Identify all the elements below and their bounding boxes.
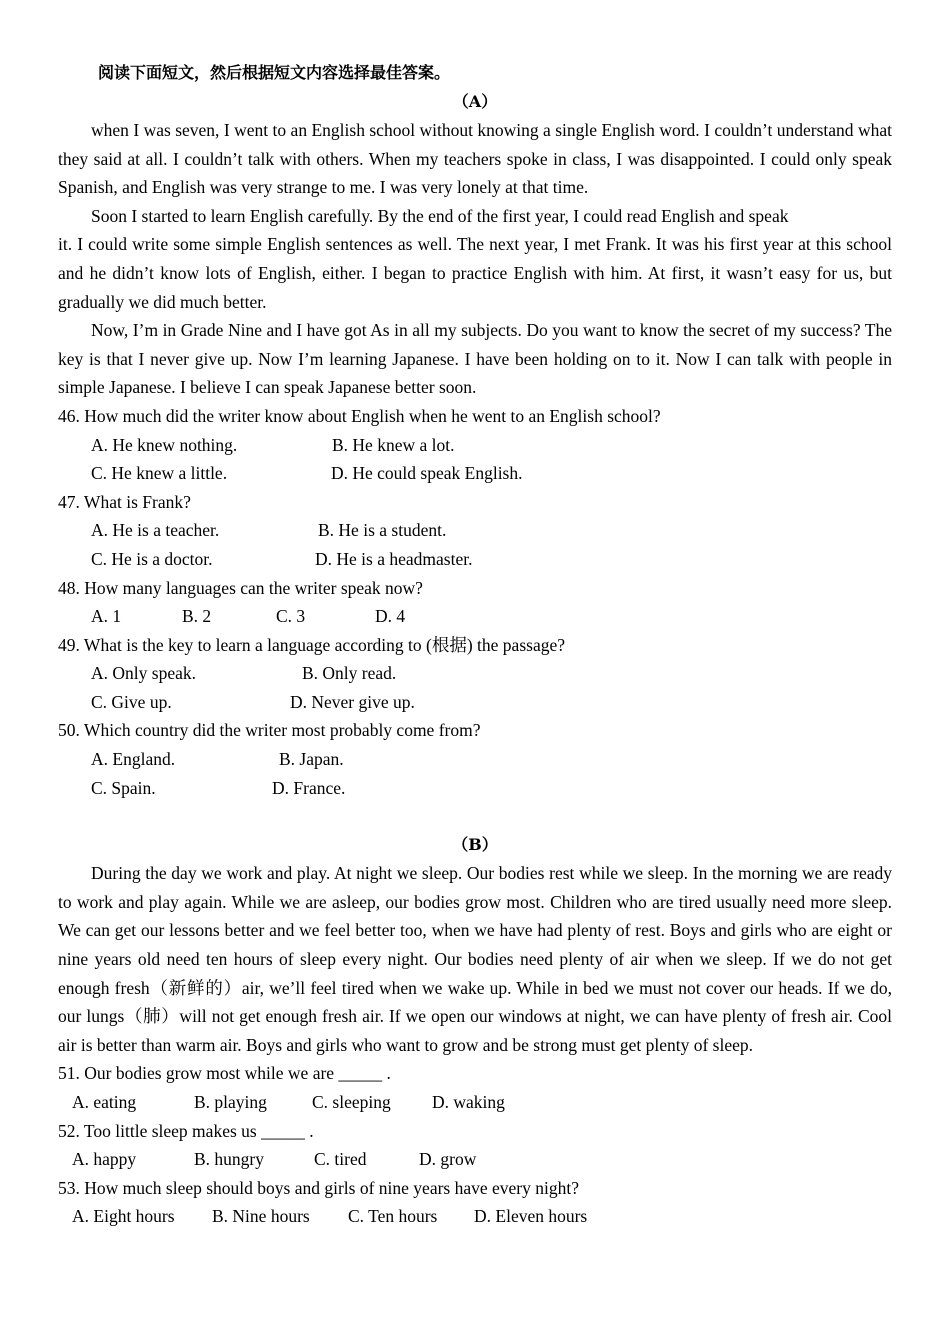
option: B. playing — [194, 1092, 267, 1112]
option: D. grow — [419, 1149, 477, 1170]
option: C. Give up. — [91, 691, 172, 712]
question-53-options — [58, 1202, 892, 1231]
passage-a-paragraph-2-cont: it. I could write some simple English sentences as well. The next year, I met Frank. It was his first year at this school and he didn’t know lots of English, either. I began to practice English with him. At first, it wasn’t easy for us, but gradually we did much better. — [58, 234, 892, 312]
question-50-options-row1 — [58, 745, 892, 774]
option: D. 4 — [375, 606, 406, 627]
section-a-heading: （A） — [452, 92, 498, 111]
question-53: 53. How much sleep should boys and girls of nine years have every night? — [58, 1177, 579, 1198]
instruction: 阅读下面短文，然后根据短文内容选择最佳答案。 — [98, 63, 451, 82]
option: D. waking — [432, 1092, 505, 1112]
question-50-options-row2 — [58, 774, 892, 803]
document-page — [58, 58, 892, 1231]
question-49-options-row2 — [58, 688, 892, 717]
question-52: 52. Too little sleep makes us _____ . — [58, 1120, 314, 1141]
question-52-options — [58, 1145, 892, 1174]
option: B. 2 — [182, 606, 212, 627]
option: B. Japan. — [279, 749, 344, 770]
question-50: 50. Which country did the writer most probably come from? — [58, 720, 481, 741]
option: B. He knew a lot. — [332, 434, 455, 455]
option: A. Eight hours — [72, 1206, 175, 1227]
option: B. He is a student. — [318, 520, 447, 541]
passage-a-paragraph-3: Now, I’m in Grade Nine and I have got As in all my subjects. Do you want to know the secret of my success? The key is that I never give up. Now I’m learning Japanese. I have been holding on to it. Now I can talk with people in simple Japanese. I believe I can speak Japanese better soon. — [58, 320, 892, 398]
question-51: 51. Our bodies grow most while we are _____ . — [58, 1063, 391, 1084]
option: B. Nine hours — [212, 1206, 310, 1227]
option: D. Never give up. — [290, 691, 415, 712]
question-46-options-row2 — [58, 459, 892, 488]
option: A. Only speak. — [91, 663, 196, 684]
option: C. Spain. — [91, 777, 156, 798]
passage-a-paragraph-2: Soon I started to learn English carefully. By the end of the first year, I could read English and speak — [91, 205, 789, 226]
option: C. He knew a little. — [91, 463, 228, 484]
passage-b-paragraph: During the day we work and play. At night we sleep. Our bodies rest while we sleep. In the morning we are ready to work and play again. While we are asleep, our bodies grow most. Children who are tired usually need more sleep. We can get our lessons better and we feel better too, when we have had plenty of rest. Boys and girls who are eight or nine years old need ten hours of sleep every night. Our bodies need plenty of air when we sleep. If we do not get enough fresh（新鲜的）air, we’ll feel tired when we wake up. While in bed we must not cover our heads. If we do, our lungs（肺）will not get enough fresh air. If we open our windows at night, we can have plenty of fresh air. Cool air is better than warm air. Boys and girls who want to grow and be strong must get plenty of sleep. — [58, 863, 892, 1055]
option: D. Eleven hours — [474, 1206, 588, 1227]
option: C. He is a doctor. — [91, 548, 213, 569]
question-48: 48. How many languages can the writer speak now? — [58, 577, 423, 598]
option: A. He knew nothing. — [91, 434, 238, 455]
option: A. happy — [72, 1149, 137, 1170]
question-49-options-row1 — [58, 659, 892, 688]
option: D. France. — [272, 777, 346, 798]
option: C. tired — [314, 1149, 367, 1170]
question-46: 46. How much did the writer know about English when he went to an English school? — [58, 405, 661, 426]
option: C. sleeping — [312, 1092, 391, 1112]
option: D. He could speak English. — [331, 463, 523, 484]
question-48-options — [58, 602, 892, 631]
spacer — [58, 802, 892, 831]
question-47-options-row1 — [58, 516, 892, 545]
question-47: 47. What is Frank? — [58, 491, 191, 512]
option: B. hungry — [194, 1149, 264, 1170]
option: A. England. — [91, 749, 176, 770]
option: A. eating — [72, 1092, 137, 1112]
option: C. 3 — [276, 606, 306, 627]
section-b-heading: （B） — [452, 835, 498, 855]
option: B. Only read. — [302, 663, 397, 684]
option: D. He is a headmaster. — [315, 548, 473, 569]
question-49: 49. What is the key to learn a language according to (根据) the passage? — [58, 634, 565, 655]
option: A. 1 — [91, 606, 122, 627]
question-47-options-row2 — [58, 545, 892, 574]
option: C. Ten hours — [348, 1206, 438, 1227]
option: A. He is a teacher. — [91, 520, 220, 541]
question-51-options — [58, 1088, 892, 1117]
passage-a-paragraph-1: when I was seven, I went to an English school without knowing a single English word. I couldn’t understand what they said at all. I couldn’t talk with others. When my teachers spoke in class, I was disappointed. I could only speak Spanish, and English was very strange to me. I was very lonely at that time. — [58, 120, 892, 198]
question-46-options-row1 — [58, 431, 892, 460]
